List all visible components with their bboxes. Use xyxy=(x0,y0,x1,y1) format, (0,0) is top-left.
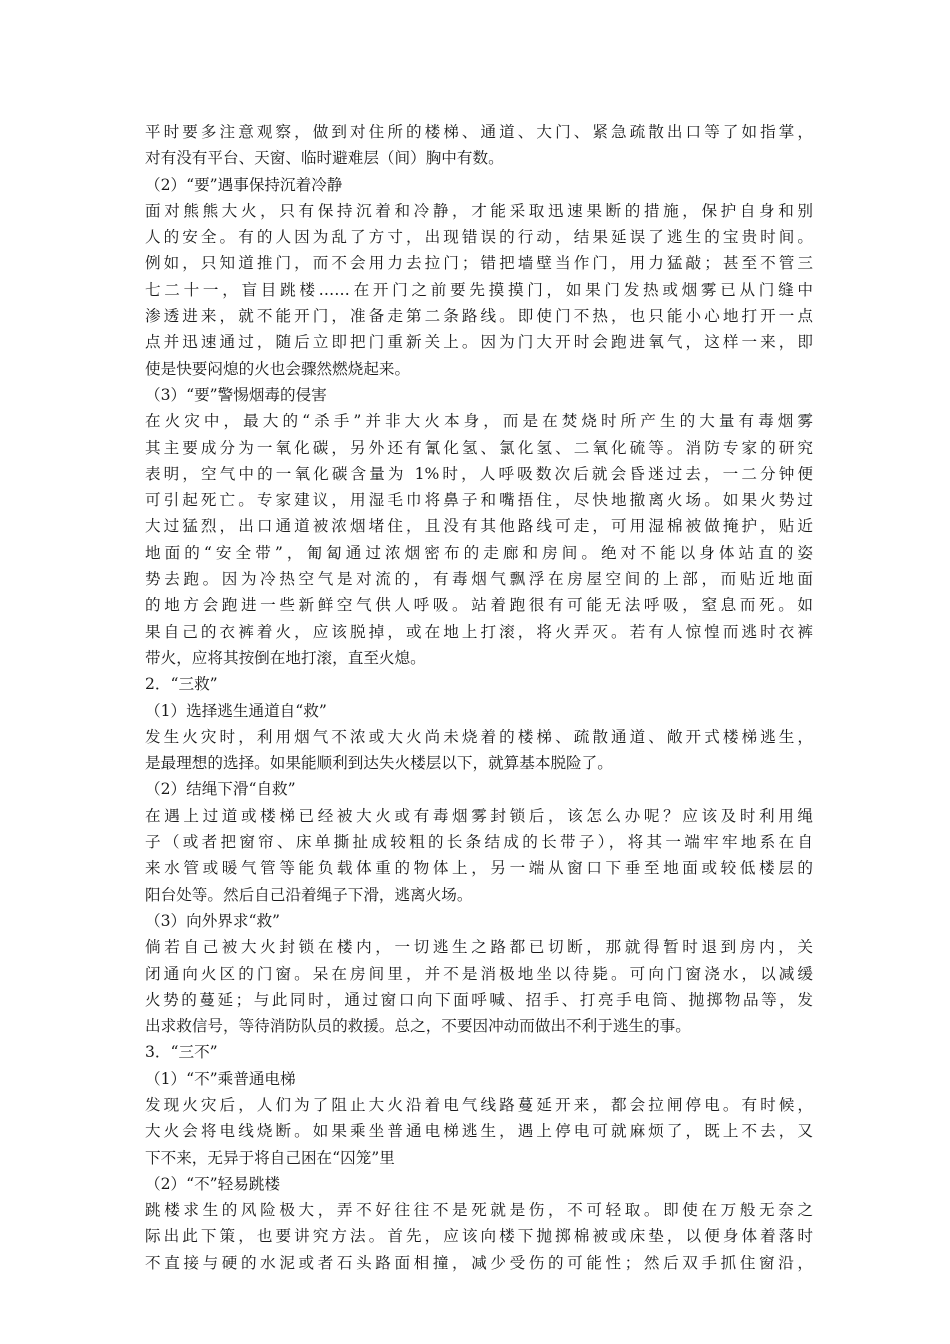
section-heading: （2）“不”轻易跳楼 xyxy=(145,1174,281,1193)
text-line: 来水管或暖气管等能负载体重的物体上，另一端从窗口下垂至地面或较低楼层的 xyxy=(145,859,813,878)
text-line: 人的安全。有的人因为乱了方寸，出现错误的行动，结果延误了逃生的宝贵时间。 xyxy=(145,228,813,247)
text-line: 倘若自己被大火封锁在楼内，一切逃生之路都已切断，那就得暂时退到房内，关 xyxy=(145,938,813,957)
text-line: 渗透进来，就不能开门，准备走第二条路线。即使门不热，也只能小心地打开一点 xyxy=(145,307,813,326)
section-heading: （3）“要”警惕烟毒的侵害 xyxy=(145,385,327,404)
text-line: 是最理想的选择。如果能顺利到达失火楼层以下，就算基本脱险了。 xyxy=(145,754,613,773)
text-line: 火势的蔓延；与此同时，通过窗口向下面呼喊、招手、打亮手电筒、抛掷物品等，发 xyxy=(145,990,813,1009)
section-heading: 3．“三不” xyxy=(145,1043,218,1062)
text-line: 平时要多注意观察，做到对住所的楼梯、通道、大门、紧急疏散出口等了如指掌， xyxy=(145,123,813,141)
text-line: 闭通向火区的门窗。呆在房间里，并不是消极地坐以待毙。可向门窗浇水，以减缓 xyxy=(145,964,813,983)
text-line: 七二十一，盲目跳楼……在开门之前要先摸摸门，如果门发热或烟雾已从门缝中 xyxy=(145,280,813,299)
text-line: 跳楼求生的风险极大，弄不好往往不是死就是伤，不可轻取。即使在万般无奈之 xyxy=(145,1201,813,1220)
text-line: 带火，应将其按倒在地打滚，直至火熄。 xyxy=(145,648,426,667)
text-line: 地面的“安全带”，匍匐通过浓烟密布的走廊和房间。绝对不能以身体站直的姿 xyxy=(145,543,813,562)
text-line: 使是快要闷熄的火也会骤然燃烧起来。 xyxy=(145,359,411,378)
section-heading: （2）“要”遇事保持沉着冷静 xyxy=(145,175,343,194)
text-line: 际出此下策，也要讲究方法。首先，应该向楼下抛掷棉被或床垫，以便身体着落时 xyxy=(145,1227,813,1246)
section-heading: 2．“三救” xyxy=(145,675,218,694)
text-line: 阳台处等。然后自己沿着绳子下滑，逃离火场。 xyxy=(145,885,473,904)
text-line: 例如，只知道推门，而不会用力去拉门；错把墙壁当作门，用力猛敲；甚至不管三 xyxy=(145,254,813,273)
text-line: 可引起死亡。专家建议，用湿毛巾将鼻子和嘴捂住，尽快地撤离火场。如果火势过 xyxy=(145,491,813,510)
document-page xyxy=(145,119,813,1276)
text-line: 果自己的衣裤着火，应该脱掉，或在地上打滚，将火弄灭。若有人惊惶而逃时衣裤 xyxy=(145,622,813,641)
text-line: 对有没有平台、天窗、临时避难层（间）胸中有数。 xyxy=(145,149,504,168)
text-line: 大过猛烈，出口通道被浓烟堵住，且没有其他路线可走，可用湿棉被做掩护，贴近 xyxy=(145,517,813,536)
text-line: 表明，空气中的一氧化碳含量为 1%时，人呼吸数次后就会昏迷过去，一二分钟便 xyxy=(145,464,813,483)
section-heading: （1）选择逃生通道自“救” xyxy=(145,701,327,720)
text-line: 不直接与硬的水泥或者石头路面相撞，减少受伤的可能性；然后双手抓住窗沿， xyxy=(145,1253,813,1272)
section-heading: （1）“不”乘普通电梯 xyxy=(145,1069,296,1088)
text-line: 下不来，无异于将自己困在“囚笼”里 xyxy=(145,1148,395,1167)
text-line: 势去跑。因为冷热空气是对流的，有毒烟气飘浮在房屋空间的上部，而贴近地面 xyxy=(145,570,813,589)
text-line: 在遇上过道或楼梯已经被大火或有毒烟雾封锁后，该怎么办呢？应该及时利用绳 xyxy=(145,806,813,825)
text-line: 发生火灾时，利用烟气不浓或大火尚未烧着的楼梯、疏散通道、敞开式楼梯逃生， xyxy=(145,727,813,746)
text-line: 在火灾中，最大的“杀手”并非大火本身，而是在焚烧时所产生的大量有毒烟雾 xyxy=(145,412,813,431)
text-line: 面对熊熊大火，只有保持沉着和冷静，才能采取迅速果断的措施，保护自身和别 xyxy=(145,201,813,220)
text-line: 子（或者把窗帘、床单撕扯成较粗的长条结成的长带子），将其一端牢牢地系在自 xyxy=(145,833,813,852)
text-line: 其主要成分为一氧化碳，另外还有氰化氢、氯化氢、二氧化硫等。消防专家的研究 xyxy=(145,438,813,457)
text-line: 发现火灾后，人们为了阻止大火沿着电气线路蔓延开来，都会拉闸停电。有时候， xyxy=(145,1095,813,1114)
text-line: 点并迅速通过，随后立即把门重新关上。因为门大开时会跑进氧气，这样一来，即 xyxy=(145,333,813,352)
text-line: 出求救信号，等待消防队员的救援。总之，不要因冲动而做出不利于逃生的事。 xyxy=(145,1017,691,1036)
text-line: 大火会将电线烧断。如果乘坐普通电梯逃生，遇上停电可就麻烦了，既上不去，又 xyxy=(145,1122,813,1141)
section-heading: （3）向外界求“救” xyxy=(145,911,281,930)
section-heading: （2）结绳下滑“自救” xyxy=(145,780,296,799)
text-line: 的地方会跑进一些新鲜空气供人呼吸。站着跑很有可能无法呼吸，窒息而死。如 xyxy=(145,596,813,615)
